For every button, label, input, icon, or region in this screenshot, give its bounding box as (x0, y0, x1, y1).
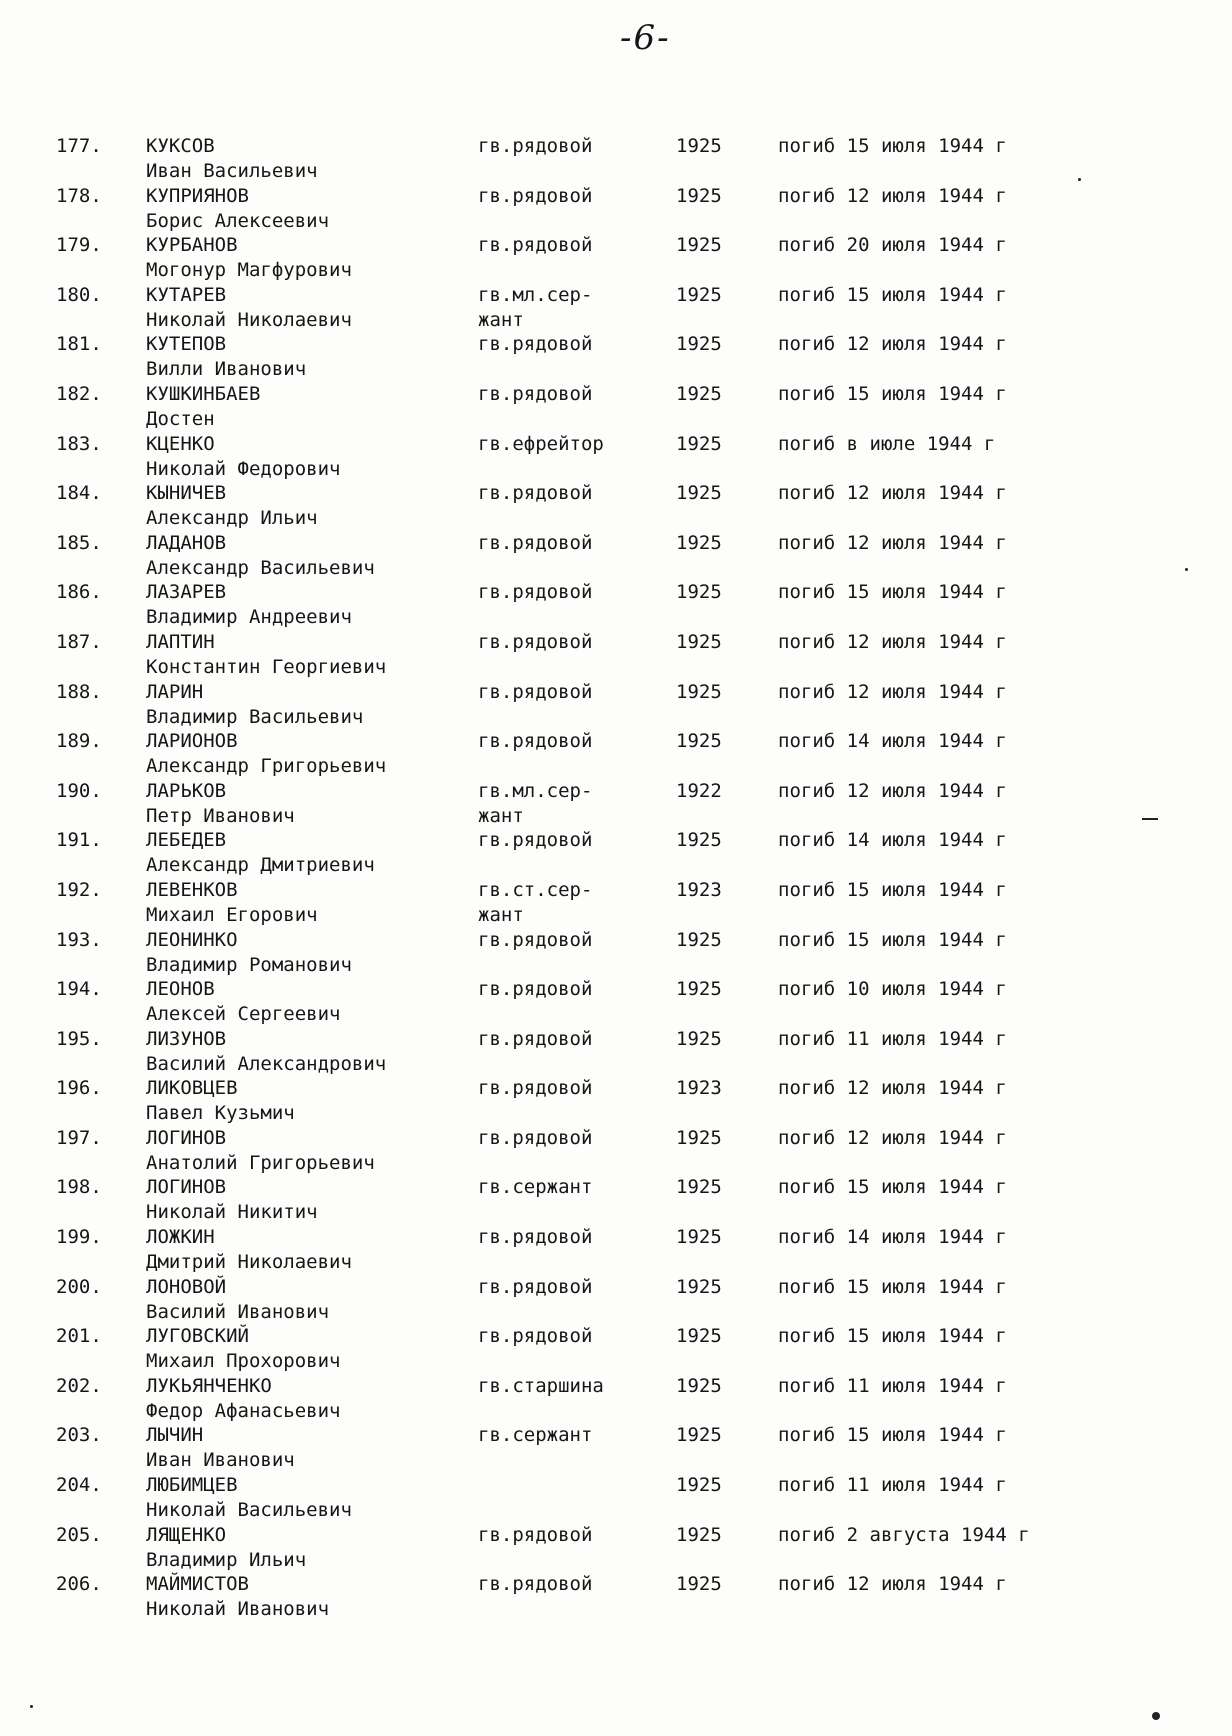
entry-surname: ЛОГИНОВ (146, 1126, 227, 1149)
entry-given-names: Александр Григорьевич (146, 755, 387, 778)
entry-birth-year: 1925 (676, 531, 722, 554)
entry-number: 185. (56, 531, 102, 554)
entry-fate: погиб 15 июля 1944 г (778, 1176, 1007, 1199)
entry-fate: погиб 15 июля 1944 г (778, 1275, 1007, 1298)
list-item (0, 481, 1232, 531)
entry-rank: гв.рядовой (478, 1573, 593, 1596)
entry-fate: погиб 15 июля 1944 г (778, 928, 1007, 951)
list-item (0, 828, 1232, 878)
entry-rank: гв.рядовой (478, 1275, 593, 1298)
list-item (0, 1523, 1232, 1573)
entry-fate: погиб 2 августа 1944 г (778, 1523, 1030, 1546)
entry-rank: гв.рядовой (478, 680, 593, 703)
entry-given-names: Михаил Егорович (146, 903, 318, 926)
entry-rank: гв.рядовой (478, 135, 593, 157)
entry-rank: гв.рядовой (478, 730, 593, 753)
list-item (0, 1225, 1232, 1275)
entry-rank: гв.рядовой (478, 184, 593, 207)
entry-rank: гв.рядовой (478, 978, 593, 1001)
entry-birth-year: 1925 (676, 1474, 722, 1497)
list-item (0, 382, 1232, 432)
entry-number: 206. (56, 1573, 102, 1596)
list-item (0, 1126, 1232, 1176)
entry-rank-continuation: жант (478, 308, 524, 331)
entry-given-names: Владимир Андреевич (146, 606, 352, 629)
entry-surname: ЛАРЬКОВ (146, 779, 227, 802)
list-item (0, 1275, 1232, 1325)
entry-given-names: Василий Иванович (146, 1300, 330, 1323)
entry-fate: погиб 11 июля 1944 г (778, 1474, 1007, 1497)
list-item (0, 729, 1232, 779)
entry-surname: ЛЯЩЕНКО (146, 1523, 227, 1546)
entry-fate: погиб 12 июля 1944 г (778, 630, 1007, 653)
entry-rank: гв.сержант (478, 1176, 593, 1199)
entry-birth-year: 1925 (676, 630, 722, 653)
entry-surname: КЫНИЧЕВ (146, 482, 227, 505)
entry-surname: КЦЕНКО (146, 432, 215, 455)
entry-number: 194. (56, 978, 102, 1001)
entry-rank: гв.рядовой (478, 1077, 593, 1100)
entry-given-names: Михаил Прохорович (146, 1350, 341, 1373)
scan-speck (1142, 818, 1158, 820)
entry-fate: погиб 14 июля 1944 г (778, 829, 1007, 852)
entry-number: 197. (56, 1126, 102, 1149)
entry-surname: ЛОЖКИН (146, 1226, 215, 1249)
entry-number: 189. (56, 730, 102, 753)
entry-rank: гв.рядовой (478, 581, 593, 604)
list-item (0, 580, 1232, 630)
entry-birth-year: 1925 (676, 1176, 722, 1199)
entry-surname: ЛЕВЕНКОВ (146, 878, 238, 901)
entry-birth-year: 1925 (676, 1126, 722, 1149)
entry-given-names: Алексей Сергеевич (146, 1003, 341, 1026)
entry-surname: ЛАПТИН (146, 630, 215, 653)
entry-fate: погиб 12 июля 1944 г (778, 1077, 1007, 1100)
entry-surname: КУТАРЕВ (146, 283, 227, 306)
entry-birth-year: 1925 (676, 482, 722, 505)
entry-rank: гв.ст.сер- (478, 878, 593, 901)
entry-given-names: Владимир Ильич (146, 1548, 307, 1571)
entry-surname: КУТЕПОВ (146, 333, 227, 356)
entry-rank: гв.мл.сер- (478, 283, 593, 306)
list-item (0, 134, 1232, 184)
entry-surname: ЛАЗАРЕВ (146, 581, 227, 604)
entry-number: 186. (56, 581, 102, 604)
entry-fate: погиб 20 июля 1944 г (778, 234, 1007, 257)
entry-birth-year: 1925 (676, 333, 722, 356)
entry-number: 180. (56, 283, 102, 306)
entry-fate: погиб 15 июля 1944 г (778, 1325, 1007, 1348)
entry-given-names: Борис Алексеевич (146, 209, 330, 232)
entry-given-names: Николай Васильевич (146, 1499, 352, 1522)
entry-birth-year: 1925 (676, 382, 722, 405)
entry-given-names: Николай Николаевич (146, 308, 352, 331)
entry-given-names: Иван Васильевич (146, 160, 318, 182)
entry-fate: погиб в июле 1944 г (778, 432, 996, 455)
entry-rank-continuation: жант (478, 804, 524, 827)
entry-birth-year: 1925 (676, 730, 722, 753)
entry-number: 201. (56, 1325, 102, 1348)
entry-fate: погиб 14 июля 1944 г (778, 730, 1007, 753)
list-item (0, 1076, 1232, 1126)
entry-given-names: Достен (146, 407, 215, 430)
entry-fate: погиб 12 июля 1944 г (778, 482, 1007, 505)
list-item (0, 1423, 1232, 1473)
entry-birth-year: 1925 (676, 1424, 722, 1447)
entry-birth-year: 1925 (676, 234, 722, 257)
entry-number: 200. (56, 1275, 102, 1298)
entry-birth-year: 1923 (676, 1077, 722, 1100)
entry-given-names: Николай Федорович (146, 457, 341, 480)
entry-birth-year: 1925 (676, 680, 722, 703)
entry-surname: МАЙМИСТОВ (146, 1573, 249, 1596)
entry-birth-year: 1925 (676, 829, 722, 852)
scan-speck (1152, 1712, 1160, 1720)
entry-rank: гв.рядовой (478, 1126, 593, 1149)
entry-given-names: Василий Александрович (146, 1052, 387, 1075)
entry-fate: погиб 12 июля 1944 г (778, 1573, 1007, 1596)
entry-number: 181. (56, 333, 102, 356)
entry-fate: погиб 15 июля 1944 г (778, 878, 1007, 901)
entry-surname: КУПРИЯНОВ (146, 184, 249, 207)
entry-fate: погиб 14 июля 1944 г (778, 1226, 1007, 1249)
entry-fate: погиб 11 июля 1944 г (778, 1027, 1007, 1050)
entry-rank: гв.рядовой (478, 1027, 593, 1050)
entry-number: 199. (56, 1226, 102, 1249)
entry-fate: погиб 15 июля 1944 г (778, 382, 1007, 405)
entry-surname: ЛОНОВОЙ (146, 1275, 227, 1298)
scan-speck (30, 1705, 33, 1708)
list-item (0, 680, 1232, 730)
list-item (0, 1175, 1232, 1225)
entry-surname: ЛУГОВСКИЙ (146, 1325, 249, 1348)
entry-birth-year: 1925 (676, 1027, 722, 1050)
entry-number: 196. (56, 1077, 102, 1100)
entry-given-names: Николай Иванович (146, 1598, 330, 1621)
entry-number: 182. (56, 382, 102, 405)
entry-birth-year: 1925 (676, 1275, 722, 1298)
entry-fate: погиб 12 июля 1944 г (778, 184, 1007, 207)
page-number: -6- (620, 18, 671, 58)
list-item (0, 184, 1232, 234)
entry-number: 195. (56, 1027, 102, 1050)
entry-given-names: Николай Никитич (146, 1201, 318, 1224)
entry-number: 177. (56, 135, 102, 157)
entry-given-names: Могонур Магфурович (146, 259, 352, 282)
entry-birth-year: 1925 (676, 135, 722, 157)
entry-given-names: Вилли Иванович (146, 358, 307, 381)
entry-rank: гв.сержант (478, 1424, 593, 1447)
list-item (0, 977, 1232, 1027)
entry-birth-year: 1925 (676, 978, 722, 1001)
entry-number: 188. (56, 680, 102, 703)
entry-birth-year: 1923 (676, 878, 722, 901)
entry-number: 187. (56, 630, 102, 653)
entry-birth-year: 1925 (676, 432, 722, 455)
entry-given-names: Александр Васильевич (146, 556, 375, 579)
entry-rank: гв.рядовой (478, 829, 593, 852)
entry-number: 198. (56, 1176, 102, 1199)
entry-number: 202. (56, 1374, 102, 1397)
entry-surname: КУШКИНБАЕВ (146, 382, 261, 405)
entry-fate: погиб 15 июля 1944 г (778, 283, 1007, 306)
entry-fate: погиб 12 июля 1944 г (778, 1126, 1007, 1149)
list-item (0, 1324, 1232, 1374)
entry-number: 183. (56, 432, 102, 455)
scan-speck (1078, 178, 1081, 181)
entry-number: 178. (56, 184, 102, 207)
entry-birth-year: 1925 (676, 1523, 722, 1546)
list-item (0, 878, 1232, 928)
list-item (0, 1572, 1232, 1622)
entry-given-names: Анатолий Григорьевич (146, 1151, 375, 1174)
entry-given-names: Павел Кузьмич (146, 1102, 295, 1125)
list-item (0, 1027, 1232, 1077)
entry-given-names: Александр Ильич (146, 507, 318, 530)
entry-rank: гв.мл.сер- (478, 779, 593, 802)
entry-birth-year: 1925 (676, 283, 722, 306)
entry-surname: ЛИКОВЦЕВ (146, 1077, 238, 1100)
entry-fate: погиб 15 июля 1944 г (778, 581, 1007, 604)
entry-surname: ЛУКЬЯНЧЕНКО (146, 1374, 272, 1397)
entry-number: 191. (56, 829, 102, 852)
entry-birth-year: 1922 (676, 779, 722, 802)
list-item (0, 630, 1232, 680)
entry-surname: ЛОГИНОВ (146, 1176, 227, 1199)
entry-number: 204. (56, 1474, 102, 1497)
list-item (0, 233, 1232, 283)
entry-given-names: Владимир Романович (146, 953, 352, 976)
entry-number: 184. (56, 482, 102, 505)
entry-number: 203. (56, 1424, 102, 1447)
entry-rank: гв.рядовой (478, 1226, 593, 1249)
entry-fate: погиб 10 июля 1944 г (778, 978, 1007, 1001)
entry-given-names: Дмитрий Николаевич (146, 1251, 352, 1274)
entry-surname: ЛЫЧИН (146, 1424, 204, 1447)
entry-fate: погиб 12 июля 1944 г (778, 333, 1007, 356)
entry-given-names: Петр Иванович (146, 804, 295, 827)
entry-fate: погиб 12 июля 1944 г (778, 531, 1007, 554)
entry-rank: гв.рядовой (478, 234, 593, 257)
list-item (0, 283, 1232, 333)
entry-surname: ЛЕОНОВ (146, 978, 215, 1001)
list-item (0, 432, 1232, 482)
entry-rank: гв.рядовой (478, 482, 593, 505)
entry-fate: погиб 15 июля 1944 г (778, 135, 1007, 157)
entry-surname: ЛАДАНОВ (146, 531, 227, 554)
entry-birth-year: 1925 (676, 1226, 722, 1249)
entry-birth-year: 1925 (676, 1325, 722, 1348)
scan-speck (1185, 568, 1188, 571)
entry-fate: погиб 11 июля 1944 г (778, 1374, 1007, 1397)
list-item (0, 928, 1232, 978)
casualty-list (0, 134, 1232, 1622)
entry-surname: ЛЮБИМЦЕВ (146, 1474, 238, 1497)
list-item (0, 779, 1232, 829)
entry-rank: гв.рядовой (478, 531, 593, 554)
list-item (0, 332, 1232, 382)
entry-surname: ЛИЗУНОВ (146, 1027, 227, 1050)
entry-given-names: Константин Георгиевич (146, 655, 387, 678)
entry-surname: КУРБАНОВ (146, 234, 238, 257)
entry-number: 190. (56, 779, 102, 802)
entry-rank-continuation: жант (478, 903, 524, 926)
entry-surname: ЛЕОНИНКО (146, 928, 238, 951)
entry-rank: гв.ефрейтор (478, 432, 604, 455)
entry-birth-year: 1925 (676, 1573, 722, 1596)
list-item (0, 1473, 1232, 1523)
entry-given-names: Владимир Васильевич (146, 705, 364, 728)
entry-surname: КУКСОВ (146, 135, 215, 157)
entry-birth-year: 1925 (676, 184, 722, 207)
entry-given-names: Иван Иванович (146, 1449, 295, 1472)
entry-surname: ЛЕБЕДЕВ (146, 829, 227, 852)
entry-fate: погиб 12 июля 1944 г (778, 779, 1007, 802)
entry-fate: погиб 12 июля 1944 г (778, 680, 1007, 703)
entry-birth-year: 1925 (676, 1374, 722, 1397)
entry-number: 179. (56, 234, 102, 257)
entry-fate: погиб 15 июля 1944 г (778, 1424, 1007, 1447)
list-item (0, 1374, 1232, 1424)
entry-birth-year: 1925 (676, 928, 722, 951)
list-item (0, 531, 1232, 581)
entry-surname: ЛАРИОНОВ (146, 730, 238, 753)
entry-birth-year: 1925 (676, 581, 722, 604)
entry-rank: гв.рядовой (478, 928, 593, 951)
entry-number: 193. (56, 928, 102, 951)
entry-given-names: Федор Афанасьевич (146, 1399, 341, 1422)
entry-surname: ЛАРИН (146, 680, 204, 703)
entry-number: 205. (56, 1523, 102, 1546)
entry-given-names: Александр Дмитриевич (146, 854, 375, 877)
entry-rank: гв.рядовой (478, 1523, 593, 1546)
entry-rank: гв.рядовой (478, 1325, 593, 1348)
entry-number: 192. (56, 878, 102, 901)
entry-rank: гв.рядовой (478, 333, 593, 356)
entry-rank: гв.рядовой (478, 382, 593, 405)
entry-rank: гв.рядовой (478, 630, 593, 653)
entry-rank: гв.старшина (478, 1374, 604, 1397)
